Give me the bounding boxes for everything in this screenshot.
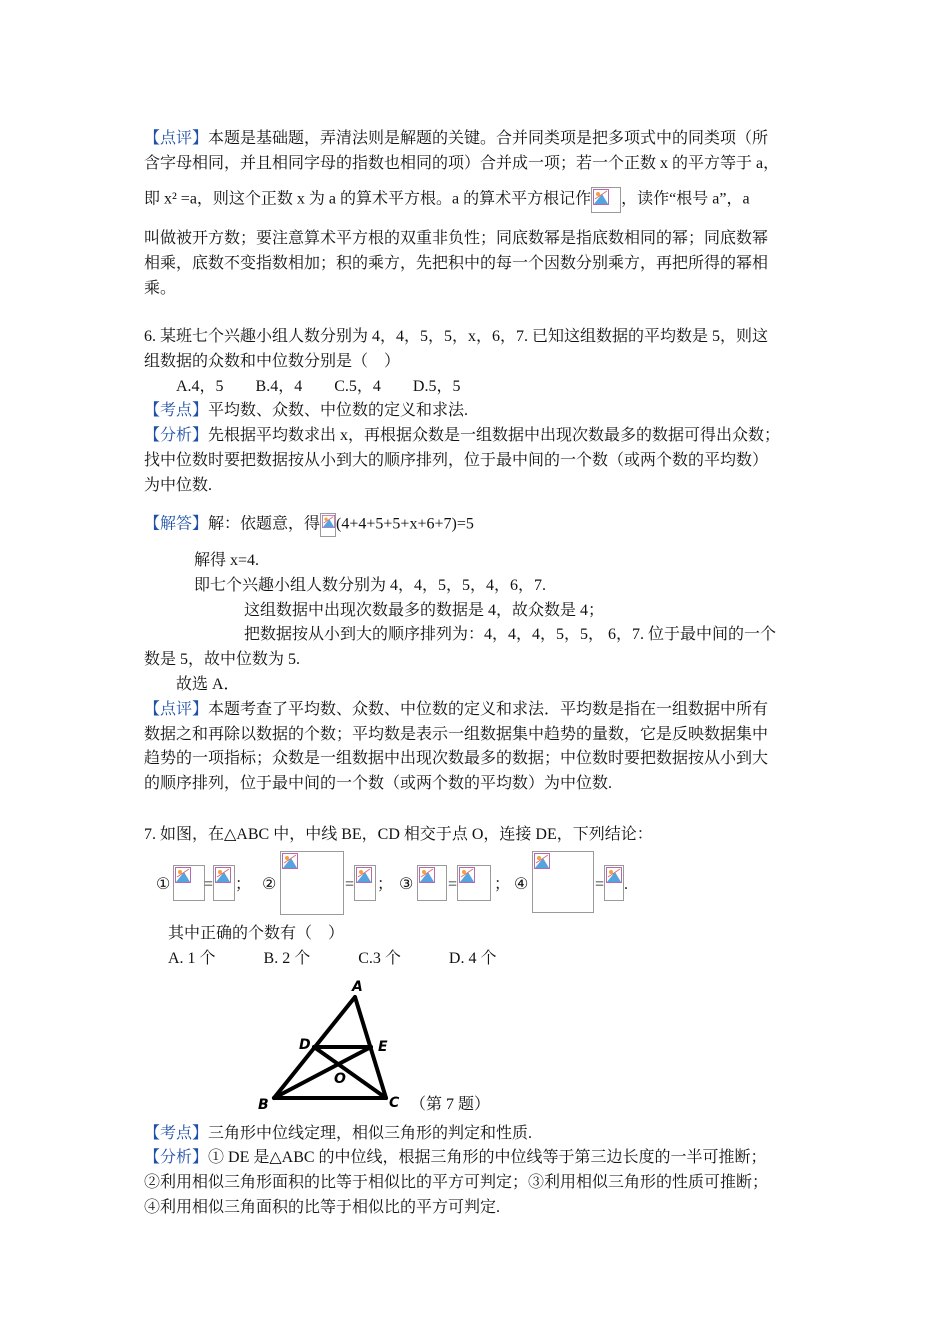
jieda-tag: 【解答】 [144,515,209,533]
review-tag: 【点评】 [144,130,209,147]
q6-choices: A.4，5 B.4，4 C.5，4 D.5，5 [176,378,461,395]
q6-stem-line-2: 组数据的众数和中位数分别是（ ） [144,353,401,370]
review-5-line-6: 乘。 [144,280,177,297]
kaodian-tag: 【考点】 [144,1125,209,1142]
broken-image-icon [282,853,298,869]
q6-jieda-line-1: 【解答】解：依题意，得 (4+4+5+5+x+6+7)=5 [144,513,474,537]
fraction-one-seventh-image [320,513,336,537]
broken-image-icon [606,867,622,883]
conclusion-2-eq: = [345,876,355,893]
broken-image-icon [534,853,550,869]
q7-choices: A. 1 个 B. 2 个 C.3 个 D. 4 个 [168,950,497,967]
q6-jieda-line-6: 数是 5，故中位数为 5. [144,651,301,668]
q7-fenxi-line-2: ②利用相似三角形面积的比等于相似比的平方可判定；③利用相似三角形的性质可推断； [144,1174,769,1191]
conclusion-2-left-image [280,851,344,915]
label-E: E [378,1039,388,1055]
broken-image-icon [593,189,609,205]
triangle-figure [250,975,410,1115]
label-B: B [258,1097,269,1113]
review-5-line-1: 【点评】本题是基础题，弄清法则是解题的关键。合并同类项是把多项式中的同类项（所 [144,130,769,147]
conclusion-1-right-image [213,865,235,901]
q6-fenxi-line-1: 【分析】先根据平均数求出 x，再根据众数是一组数据中出现次数最多的数据可得出众数； [144,427,781,444]
conclusion-3-marker: ③ [399,876,414,893]
q6-review-line-2: 数据之和再除以数据的个数；平均数是表示一组数据集中趋势的量数，它是反映数据集中 [144,726,769,743]
conclusion-1-sep: ； [235,876,252,893]
q6-jieda-line-4: 这组数据中出现次数最多的数据是 4，故众数是 4； [244,602,605,619]
conclusion-4-left-image [532,851,594,913]
conclusion-1-marker: ① [156,876,171,893]
q7-fenxi-line-1: 【分析】① DE 是△ABC 的中位线，根据三角形的中位线等于第三边长度的一半可推断； [144,1149,767,1166]
review-5-line-3: 即 x² =a，则这个正数 x 为 a 的算术平方根。a 的算术平方根记作 ，读作“根号 a”，a [144,187,750,213]
review-5-line-5: 相乘，底数不变指数相加；积的乘方，先把积中的每一个因数分别乘方，再把所得的幂相 [144,255,769,272]
conclusion-1-eq: = [204,876,214,893]
q6-fenxi-line-3: 为中位数. [144,477,213,494]
sqrt-a-image [591,187,621,213]
figure-caption: （第 7 题） [410,1096,491,1113]
q6-review-line-3: 趋势的一项指标；众数是一组数据中出现次数最多的数据；中位数时要把数据按从小到大 [144,750,769,767]
q7-kaodian: 【考点】三角形中位线定理，相似三角形的判定和性质. [144,1125,533,1142]
q6-jieda-line-3: 即七个兴趣小组人数分别为 4，4，5，5，4，6，7. [194,577,547,594]
conclusion-4-marker: ④ [514,876,529,893]
q6-kaodian: 【考点】平均数、众数、中位数的定义和求法. [144,402,469,419]
broken-image-icon [459,867,475,883]
broken-image-icon [215,867,231,883]
q7-ask: 其中正确的个数有（ ） [168,925,345,942]
conclusion-2-sep: ； [377,876,394,893]
q6-review-line-1: 【点评】本题考查了平均数、众数、中位数的定义和求法．平均数是指在一组数据中所有 [144,701,769,718]
conclusion-3-eq: = [448,876,458,893]
conclusion-4-right-image [604,865,624,901]
broken-image-icon [419,867,435,883]
kaodian-tag: 【考点】 [144,402,209,419]
q6-review-line-4: 的顺序排列，位于最中间的一个数（或两个数的平均数）为中位数. [144,775,613,792]
q6-stem-line-1: 6. 某班七个兴趣小组人数分别为 4，4，5，5，x，6，7. 已知这组数据的平均数是 5，则这 [144,328,769,345]
label-C: C [389,1095,400,1111]
review-5-line-4: 叫做被开方数；要注意算术平方根的双重非负性；同底数幂是指底数相同的幂；同底数幂 [144,230,769,247]
broken-image-icon [175,867,191,883]
q7-fenxi-line-3: ④利用相似三角面积的比等于相似比的平方可判定. [144,1199,501,1216]
broken-image-icon [356,867,372,883]
fenxi-tag: 【分析】 [144,427,209,444]
fenxi-tag: 【分析】 [144,1149,209,1166]
broken-image-icon [322,515,335,528]
label-A: A [352,979,363,995]
conclusion-4-eq: = [595,876,605,893]
conclusion-3-right-image [457,865,491,901]
label-O: O [334,1071,346,1087]
label-D: D [299,1037,311,1053]
q6-jieda-line-7: 故选 A． [176,676,240,693]
conclusion-1-left-image [173,865,205,901]
q6-jieda-line-5: 把数据按从小到大的顺序排列为：4，4，4，5，5， 6，7. 位于最中间的一个 [244,626,777,643]
q7-stem: 7. 如图，在△ABC 中，中线 BE，CD 相交于点 O，连接 DE，下列结论： [144,826,653,843]
conclusion-4-end: . [624,876,628,893]
q6-fenxi-line-2: 找中位数时要把数据按从小到大的顺序排列，位于最中间的一个数（或两个数的平均数） [144,452,769,469]
q6-jieda-line-2: 解得 x=4. [194,552,260,569]
conclusion-2-right-image [354,865,376,901]
conclusion-3-sep: ； [494,876,511,893]
conclusion-2-marker: ② [262,876,277,893]
conclusion-3-left-image [417,865,447,901]
review-tag: 【点评】 [144,701,209,718]
review-5-line-2: 含字母相同，并且相同字母的指数也相同的项）合并成一项；若一个正数 x 的平方等于 a， [144,155,780,172]
